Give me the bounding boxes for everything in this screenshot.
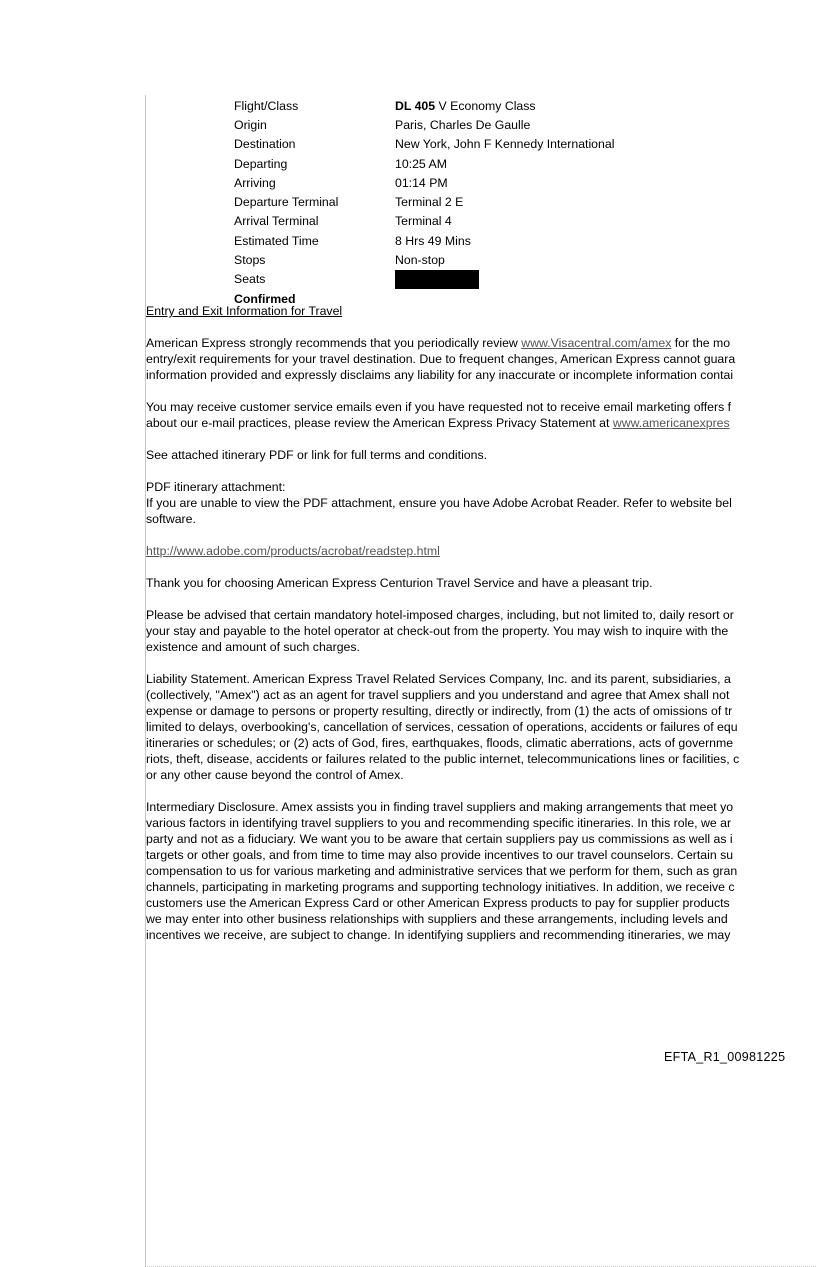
departing-value: 10:25 AM bbox=[395, 156, 447, 171]
document-id: EFTA_R1_00981225 bbox=[664, 1050, 786, 1064]
arrival-terminal-label: Arrival Terminal bbox=[234, 214, 319, 229]
flight-row-arrival-terminal bbox=[234, 212, 614, 231]
origin-value: Paris, Charles De Gaulle bbox=[395, 117, 531, 132]
flight-row-stops bbox=[234, 250, 614, 269]
liability-paragraph bbox=[146, 671, 816, 783]
origin-label: Origin bbox=[234, 117, 267, 132]
estimated-time-label: Estimated Time bbox=[234, 233, 319, 248]
adobe-reader-link[interactable]: http://www.adobe.com/products/acrobat/readstep.html bbox=[146, 544, 440, 558]
emails-paragraph bbox=[146, 399, 816, 431]
pdf-text-2: If you are unable to view the PDF attachment, ensure you have Adobe Acrobat Reader. Refer to website bel bbox=[146, 496, 732, 510]
pdf-paragraph bbox=[146, 479, 816, 527]
seats-redaction bbox=[395, 270, 479, 289]
flight-details-table bbox=[234, 96, 614, 308]
arriving-value: 01:14 PM bbox=[395, 175, 448, 190]
flight-row-departure-terminal bbox=[234, 192, 614, 211]
flight-class-value: V Economy Class bbox=[435, 98, 536, 113]
thanks-paragraph: Thank you for choosing American Express Centurion Travel Service and have a pleasant trip. bbox=[146, 576, 653, 590]
arrival-terminal-value: Terminal 4 bbox=[395, 214, 452, 229]
entry-exit-section bbox=[146, 303, 816, 383]
flight-row-departing bbox=[234, 154, 614, 173]
hotel-paragraph bbox=[146, 607, 816, 655]
stops-label: Stops bbox=[234, 253, 266, 268]
destination-value: New York, John F Kennedy International bbox=[395, 137, 615, 152]
intermediary-paragraph bbox=[146, 799, 816, 943]
entry-exit-text-1: American Express strongly recommends that you periodically review bbox=[146, 336, 522, 350]
liability-line: itineraries or schedules; or (2) acts of God, fires, earthquakes, floods, climatic aberrations, acts of governme bbox=[146, 736, 734, 750]
adobe-paragraph bbox=[146, 543, 816, 559]
departing-label: Departing bbox=[234, 156, 288, 171]
liability-line: limited to delays, overbooking's, cancellation of services, cessation of operations, accidents or failures of equ bbox=[146, 720, 738, 734]
pdf-text-1: PDF itinerary attachment: bbox=[146, 480, 286, 494]
estimated-time-value: 8 Hrs 49 Mins bbox=[395, 233, 471, 248]
intermediary-line: incentives we receive, are subject to change. In identifying suppliers and recommending itineraries, we may bbox=[146, 928, 731, 942]
attached-paragraph: See attached itinerary PDF or link for full terms and conditions. bbox=[146, 448, 488, 462]
liability-line: riots, theft, disease, accidents or failures related to the public internet, telecommunications lines or facilities, c bbox=[146, 752, 740, 766]
liability-line: or any other cause beyond the control of Amex. bbox=[146, 768, 404, 782]
liability-line: Liability Statement. American Express Travel Related Services Company, Inc. and its parent, subsidiaries, a bbox=[146, 672, 731, 686]
intermediary-line: party and not as a fiduciary. We want you to be aware that certain suppliers pay us commissions as well as i bbox=[146, 832, 733, 846]
seats-label: Seats bbox=[234, 272, 266, 287]
arriving-label: Arriving bbox=[234, 175, 276, 190]
hotel-text-1: Please be advised that certain mandatory hotel-imposed charges, including, but not limited to, daily resort or bbox=[146, 608, 734, 622]
intermediary-line: various factors in identifying travel suppliers to you and recommending specific itineraries. In this role, we ar bbox=[146, 816, 732, 830]
departure-terminal-label: Departure Terminal bbox=[234, 195, 339, 210]
flight-row-destination bbox=[234, 135, 614, 154]
entry-exit-heading: Entry and Exit Information for Travel bbox=[146, 304, 343, 318]
liability-line: (collectively, "Amex") act as an agent for travel suppliers and you understand and agree that Amex shall not bbox=[146, 688, 730, 702]
entry-exit-text-1b: for the mo bbox=[671, 336, 731, 350]
flight-row-seats bbox=[234, 270, 614, 289]
intermediary-line: customers use the American Express Card or other American Express products to pay for supplier products bbox=[146, 896, 730, 910]
flight-row-flight-class bbox=[234, 96, 614, 115]
intermediary-line: targets or other goals, and from time to time may also provide incentives to our travel counselors. Certain su bbox=[146, 848, 734, 862]
visacentral-link[interactable]: www.Visacentral.com/amex bbox=[521, 336, 672, 350]
flight-number: DL 405 bbox=[395, 98, 436, 113]
flight-row-estimated-time bbox=[234, 231, 614, 250]
flight-class-label: Flight/Class bbox=[234, 98, 299, 113]
pdf-text-3: software. bbox=[146, 512, 196, 526]
flight-row-arriving bbox=[234, 173, 614, 192]
destination-label: Destination bbox=[234, 137, 296, 152]
intermediary-line: Intermediary Disclosure. Amex assists you in finding travel suppliers and making arrangements that meet yo bbox=[146, 800, 734, 814]
stops-value: Non-stop bbox=[395, 253, 445, 268]
hotel-text-3: existence and amount of such charges. bbox=[146, 640, 360, 654]
intermediary-line: we may enter into other business relationships with suppliers and these arrangements, including levels and bbox=[146, 912, 728, 926]
emails-text-2: about our e-mail practices, please review the American Express Privacy Statement at bbox=[146, 416, 613, 430]
flight-row-origin bbox=[234, 115, 614, 134]
hotel-text-2: your stay and payable to the hotel operator at check-out from the property. You may wish to inquire with the bbox=[146, 624, 729, 638]
intermediary-line: compensation to us for various marketing and administrative services that we perform for them, such as gran bbox=[146, 864, 738, 878]
confirmed-label: Confirmed bbox=[234, 291, 296, 306]
entry-exit-text-2: entry/exit requirements for your travel destination. Due to frequent changes, American Express cannot guara bbox=[146, 352, 736, 366]
intermediary-line: channels, participating in marketing programs and supporting technology initiatives. In addition, we receive c bbox=[146, 880, 735, 894]
document-body bbox=[146, 303, 816, 959]
liability-line: expense or damage to persons or property resulting, directly or indirectly, from (1) the acts of omissions of tr bbox=[146, 704, 733, 718]
entry-exit-text-3: information provided and expressly disclaims any liability for any inaccurate or incomplete information contai bbox=[146, 368, 734, 382]
emails-text-1: You may receive customer service emails even if you have requested not to receive email marketing offers f bbox=[146, 400, 732, 414]
departure-terminal-value: Terminal 2 E bbox=[395, 195, 464, 210]
privacy-statement-link[interactable]: www.americanexpres bbox=[612, 416, 730, 430]
